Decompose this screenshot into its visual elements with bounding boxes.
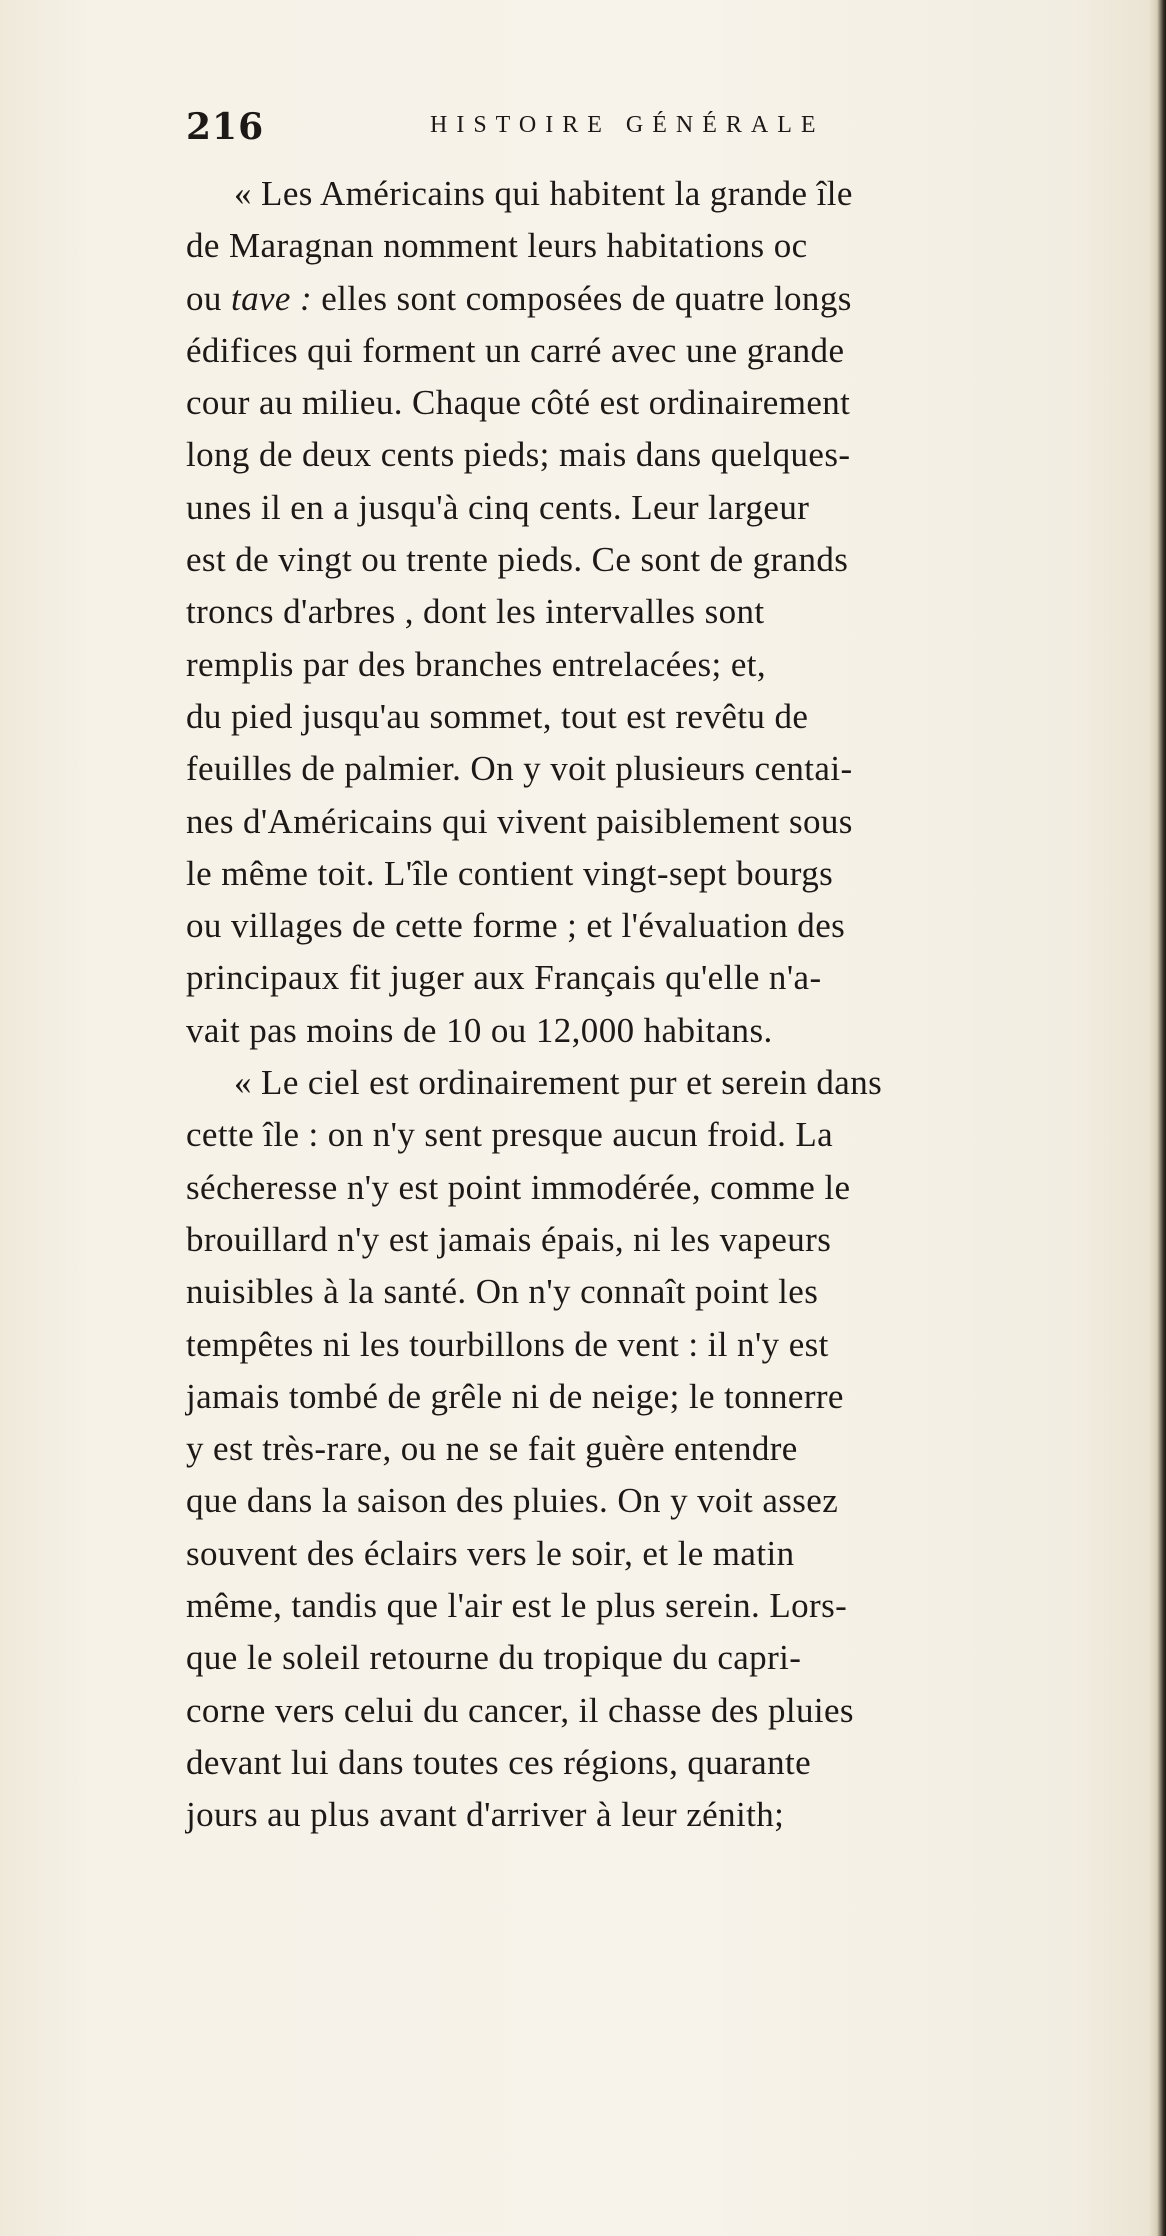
text-line: souvent des éclairs vers le soir, et le matin <box>186 1533 795 1573</box>
text-line: « Le ciel est ordinairement pur et serein dans <box>234 1063 883 1103</box>
text-segment: ou <box>186 278 231 318</box>
text-line: édifices qui forment un carré avec une grande <box>186 330 845 370</box>
text-line: vait pas moins de 10 ou 12,000 habitans. <box>186 1010 773 1050</box>
text-line: cour au milieu. Chaque côté est ordinairement <box>186 383 851 423</box>
text-line: du pied jusqu'au sommet, tout est revêtu de <box>186 696 809 736</box>
text-line: jamais tombé de grêle ni de neige; le tonnerre <box>186 1376 844 1416</box>
text-line <box>186 273 1156 325</box>
text-line: nes d'Américains qui vivent paisiblement sous <box>186 801 853 841</box>
text-line: de Maragnan nomment leurs habitations oc <box>186 226 808 266</box>
running-title: HISTOIRE GÉNÉRALE <box>430 112 825 138</box>
text-line: le même toit. L'île contient vingt-sept bourgs <box>186 853 834 893</box>
text-line: remplis par des branches entrelacées; et, <box>186 644 767 684</box>
text-line: cette île : on n'y sent presque aucun froid. La <box>186 1115 834 1155</box>
text-line: « Les Américains qui habitent la grande île <box>234 174 853 213</box>
text-line: long de deux cents pieds; mais dans quelques- <box>186 435 851 475</box>
text-line: est de vingt ou trente pieds. Ce sont de grands <box>186 540 849 580</box>
text-line: y est très-rare, ou ne se fait guère entendre <box>186 1429 798 1469</box>
text-line: brouillard n'y est jamais épais, ni les vapeurs <box>186 1219 832 1259</box>
text-line: unes il en a jusqu'à cinq cents. Leur largeur <box>186 487 810 527</box>
text-line: feuilles de palmier. On y voit plusieurs centai- <box>186 749 853 789</box>
text-line: sécheresse n'y est point immodérée, comme le <box>186 1167 851 1207</box>
text-line: tempêtes ni les tourbillons de vent : il n'y est <box>186 1324 829 1364</box>
page-number: 216 <box>186 106 265 148</box>
page-header <box>186 106 946 150</box>
italic-word: tave : <box>230 278 313 318</box>
text-segment: elles sont composées de quatre longs <box>312 278 852 318</box>
text-line: jours au plus avant d'arriver à leur zénith; <box>186 1795 785 1835</box>
text-line: nuisibles à la santé. On n'y connaît point les <box>186 1272 819 1312</box>
text-line: que dans la saison des pluies. On y voit assez <box>186 1481 839 1521</box>
body-text <box>186 168 1156 1842</box>
text-line: troncs d'arbres , dont les intervalles sont <box>186 592 765 632</box>
text-line: que le soleil retourne du tropique du capri- <box>186 1638 802 1678</box>
text-line: devant lui dans toutes ces régions, quarante <box>186 1742 812 1782</box>
text-line: corne vers celui du cancer, il chasse des pluies <box>186 1690 854 1730</box>
text-line: principaux fit juger aux Français qu'elle n'a- <box>186 958 822 998</box>
text-line: même, tandis que l'air est le plus serein. Lors- <box>186 1586 848 1626</box>
text-line: ou villages de cette forme ; et l'évaluation des <box>186 906 846 946</box>
